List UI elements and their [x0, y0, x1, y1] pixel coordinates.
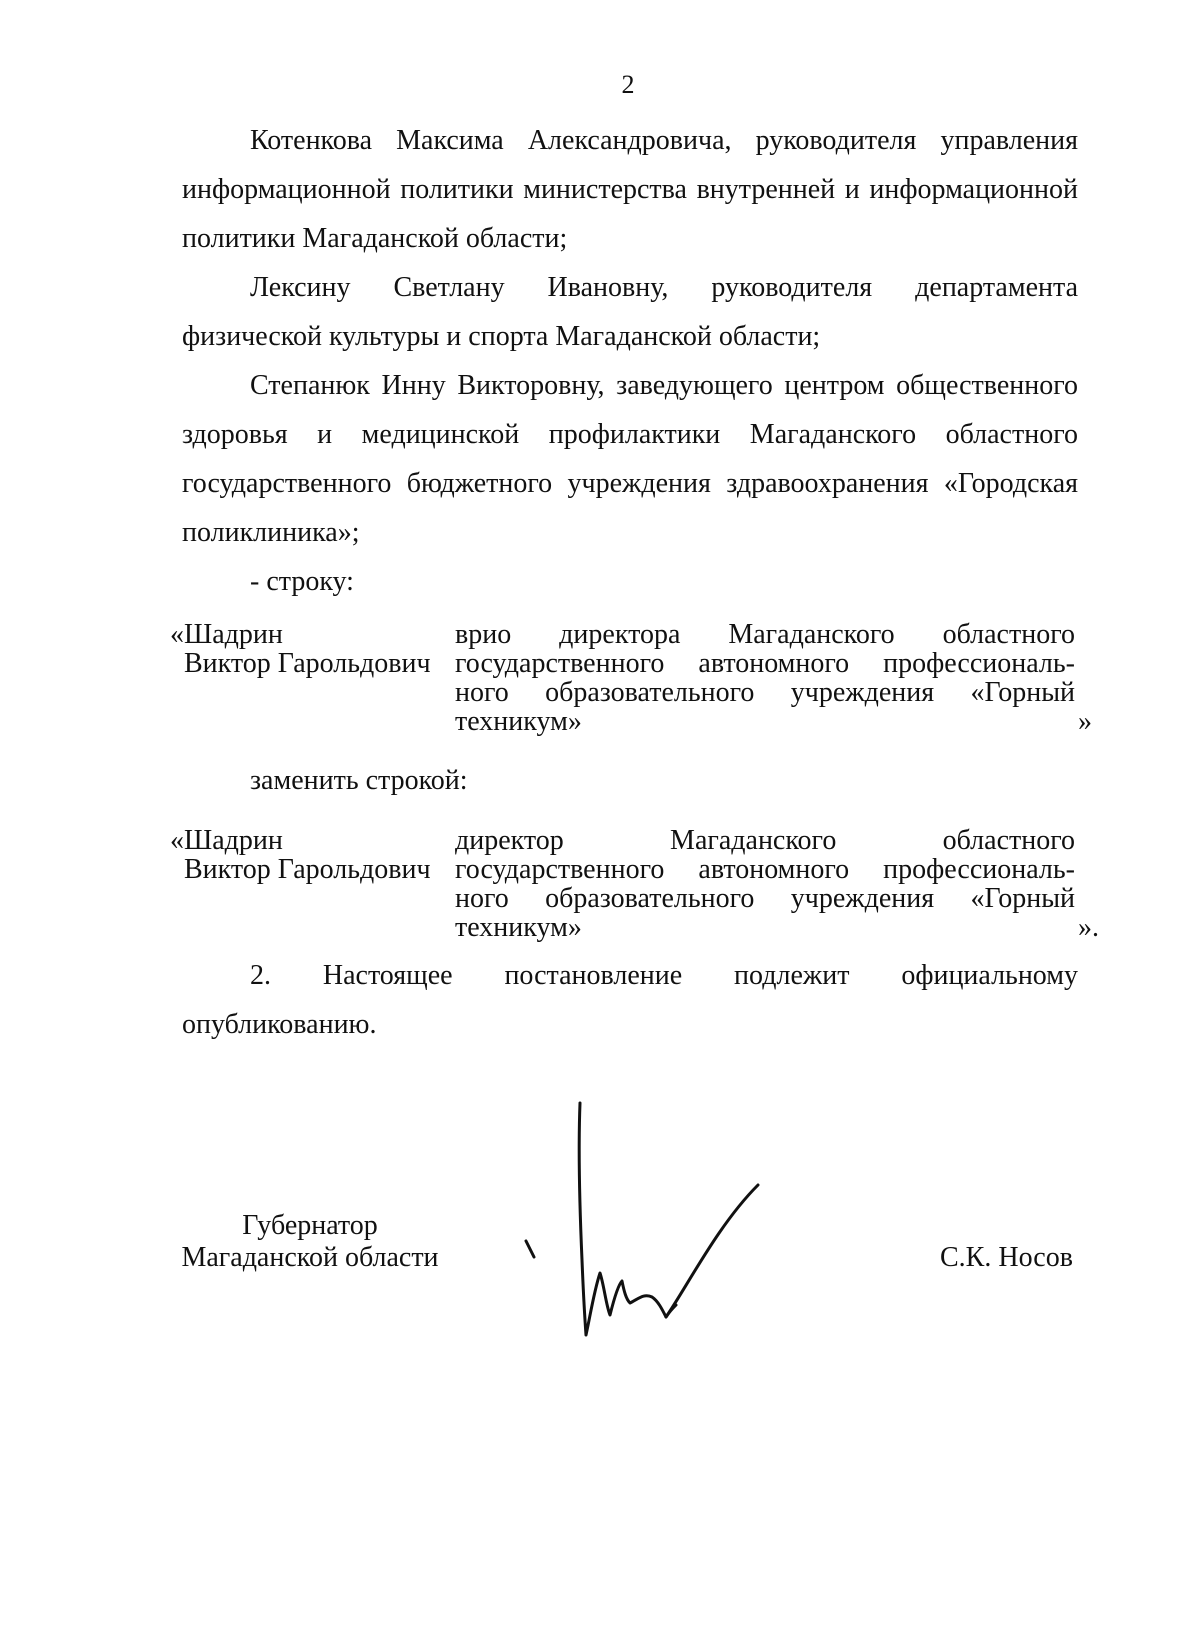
new-entry-name-line2: Виктор Гарольдович	[184, 854, 431, 885]
new-entry-name	[170, 826, 440, 884]
old-entry-close-quote: »	[1078, 706, 1092, 737]
new-entry-desc-line: техникум»	[455, 912, 582, 943]
paragraph-line: опубликованию.	[182, 1009, 377, 1040]
line-label-text: - строку:	[250, 566, 354, 597]
paragraph-line: здоровья и медицинской профилактики Магаданского областного	[182, 419, 1078, 450]
paragraph-line: информационной политики министерства внутренней и информационной	[182, 174, 1078, 205]
paragraph-line: 2. Настоящее постановление подлежит официальному	[250, 960, 1078, 991]
old-entry-desc-line: ного образовательного учреждения «Горный	[455, 677, 1075, 708]
signer-position-line2: Магаданской области	[181, 1242, 439, 1273]
paragraph-line: Степанюк Инну Викторовну, заведующего центром общественного	[250, 370, 1078, 401]
paragraph-kotenkova	[182, 116, 1078, 263]
signer-position-line1: Губернатор	[242, 1210, 378, 1241]
signature-block	[180, 1210, 1080, 1273]
line-label	[182, 557, 1078, 606]
old-entry-desc-line: техникум»	[455, 706, 582, 737]
paragraph-line: политики Магаданской области;	[182, 223, 568, 254]
paragraph-line: Лексину Светлану Ивановну, руководителя департамента	[250, 272, 1078, 303]
new-entry-desc-line: государственного автономного профессиональ-	[455, 854, 1075, 885]
new-entry-close-quote: ».	[1078, 912, 1099, 943]
old-entry-desc-line: врио директора Магаданского областного	[455, 619, 1075, 650]
new-entry-name-line1: «Шадрин	[170, 825, 283, 856]
paragraph-line: поликлиника»;	[182, 517, 360, 548]
new-entry-desc-line: ного образовательного учреждения «Горный	[455, 883, 1075, 914]
page-number: 2	[621, 70, 635, 99]
replace-label	[182, 756, 1078, 805]
new-entry-description	[455, 826, 1075, 942]
replace-label-text: заменить строкой:	[250, 765, 468, 796]
paragraph-line: физической культуры и спорта Магаданской области;	[182, 321, 821, 352]
new-entry-desc-line: директор Магаданского областного	[455, 825, 1075, 856]
paragraph-stepanyuk	[182, 361, 1078, 557]
old-entry-name-line2: Виктор Гарольдович	[184, 648, 431, 679]
paragraph-line: Котенкова Максима Александровича, руководителя управления	[250, 125, 1078, 156]
signer-name: С.К. Носов	[940, 1242, 1073, 1273]
old-entry-name-line1: «Шадрин	[170, 619, 283, 650]
old-entry-description	[455, 620, 1075, 736]
paragraph-clause-2	[182, 951, 1078, 1049]
old-entry-name	[170, 620, 440, 678]
paragraph-line: государственного бюджетного учреждения здравоохранения «Городская	[182, 468, 1078, 499]
signer-position	[180, 1210, 440, 1274]
old-entry-desc-line: государственного автономного профессиональ-	[455, 648, 1075, 679]
paragraph-leksina	[182, 263, 1078, 361]
